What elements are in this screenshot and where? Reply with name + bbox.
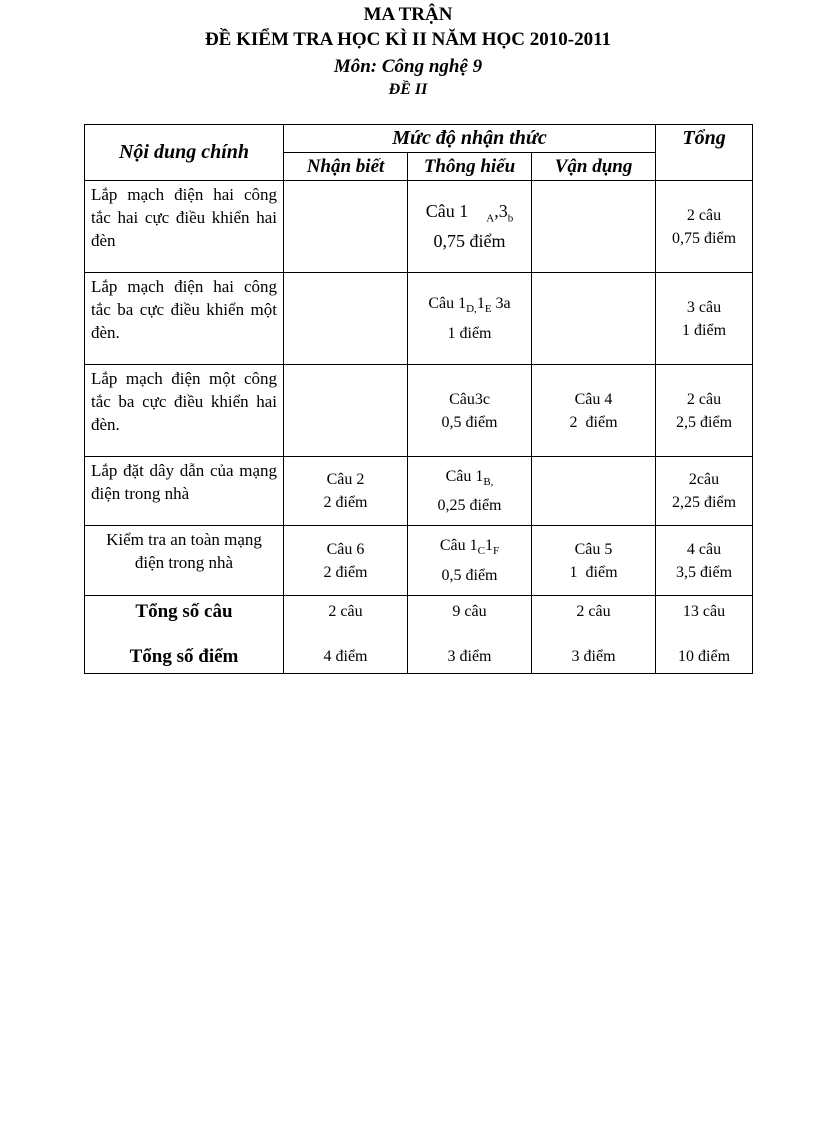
total-tong: 13 câu 10 điểm (656, 596, 753, 674)
total-diem-label: Tổng số điểm (129, 645, 239, 667)
cell-nhan-biet (284, 273, 408, 365)
subject-title: Môn: Công nghệ 9 (333, 56, 483, 77)
totals-row (85, 596, 753, 674)
cell-tong: 4 câu 3,5 điểm (656, 526, 753, 596)
cell-thong-hieu: Câu $1_C1_F$ 0,5 điểm (408, 526, 532, 596)
table-row (85, 181, 753, 273)
table-row (85, 273, 753, 365)
table-header-row (85, 125, 753, 153)
cell-van-dung: Câu 5 1 điểm (532, 526, 656, 596)
header-van-dung: Vận dụng (532, 153, 656, 181)
header-thong-hieu: Thông hiểu (408, 153, 532, 181)
cell-thong-hieu: Câu $1_{B,}$ 0,25 điểm (408, 457, 532, 526)
header-nhan-biet: Nhận biết (284, 153, 408, 181)
total-cau-label: Tổng số câu (135, 600, 233, 622)
header-total: Tổng (656, 125, 753, 181)
exam-matrix-table (84, 124, 753, 674)
table-row (85, 365, 753, 457)
exam-version: ĐỀ II (388, 81, 428, 98)
row-content: Lắp mạch điện hai công tắc ba cực điều khiển một đèn. (85, 273, 284, 365)
row-content: Kiểm tra an toàn mạng điện trong nhà (85, 526, 284, 596)
cell-tong: 2câu 2,25 điểm (656, 457, 753, 526)
table-row (85, 457, 753, 526)
cell-thong-hieu: Câu $1_{D,}1_E$ 3a 1 điểm (408, 273, 532, 365)
exam-title: ĐỀ KIỂM TRA HỌC KÌ II NĂM HỌC 2010-2011 (204, 29, 612, 50)
cell-nhan-biet (284, 181, 408, 273)
cell-van-dung (532, 273, 656, 365)
cell-tong: 3 câu 1 điểm (656, 273, 753, 365)
cell-nhan-biet: Câu 6 2 điểm (284, 526, 408, 596)
cell-nhan-biet: Câu 2 2 điểm (284, 457, 408, 526)
title-ma-tran: MA TRẬN (363, 4, 453, 25)
row-content: Lắp đặt dây dẫn của mạng điện trong nhà (85, 457, 284, 526)
total-nhan-biet: 2 câu 4 điểm (284, 596, 408, 674)
cell-thong-hieu: Câu 1 $_A,3_b$ 0,75 điểm (408, 181, 532, 273)
cell-nhan-biet (284, 365, 408, 457)
row-content: Lắp mạch điện một công tắc ba cực điều khiển hai đèn. (85, 365, 284, 457)
total-van-dung: 2 câu 3 điểm (532, 596, 656, 674)
table-row (85, 526, 753, 596)
row-content: Lắp mạch điện hai công tắc hai cực điều khiển hai đèn (85, 181, 284, 273)
totals-labels (85, 596, 284, 674)
cell-van-dung (532, 457, 656, 526)
cell-van-dung (532, 181, 656, 273)
cell-van-dung: Câu 4 2 điểm (532, 365, 656, 457)
total-thong-hieu: 9 câu 3 điểm (408, 596, 532, 674)
header-content: Nội dung chính (85, 125, 284, 181)
header-level: Mức độ nhận thức (284, 125, 656, 153)
cell-tong: 2 câu 2,5 điểm (656, 365, 753, 457)
cell-thong-hieu: Câu3c 0,5 điểm (408, 365, 532, 457)
cell-tong: 2 câu 0,75 điểm (656, 181, 753, 273)
